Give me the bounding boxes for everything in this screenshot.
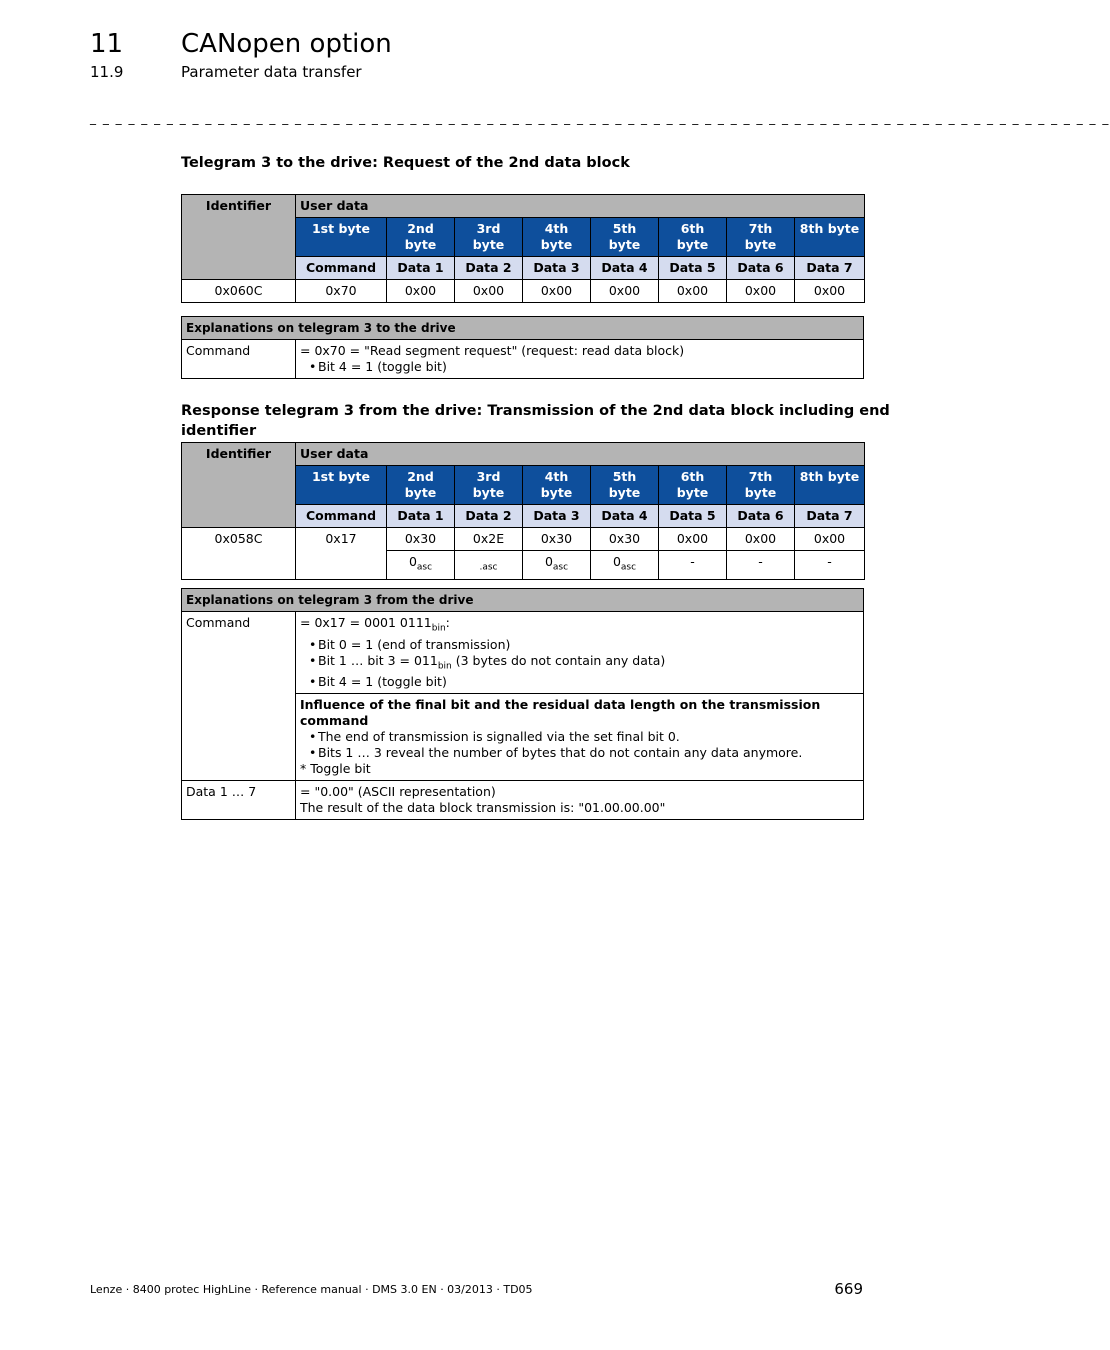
table-row (182, 340, 864, 379)
telegram3-response-explanations (181, 588, 864, 820)
field-header: Command (296, 257, 387, 280)
explanation-term: Command (182, 612, 296, 781)
ascii-value: $0_{asc}$ (591, 551, 659, 580)
byte-value: 0x00 (455, 280, 523, 303)
section-title: Parameter data transfer (181, 63, 362, 81)
page-number: 669 (834, 1280, 863, 1298)
byte-header: 6th byte (659, 466, 727, 505)
explanation-term: Command (182, 340, 296, 379)
byte-value: 0x00 (523, 280, 591, 303)
field-header: Data 2 (455, 257, 523, 280)
byte-value: 0x00 (659, 528, 727, 551)
byte-value: 0x00 (727, 280, 795, 303)
explanation-line: = 0x17 = 0001 $0111_{bin}$: (300, 615, 450, 634)
byte-header: 4th byte (523, 466, 591, 505)
byte-header: 7th byte (727, 466, 795, 505)
explanation-line: The result of the data block transmission is: "01.00.00.00" (300, 800, 666, 815)
chapter-number: 11 (90, 29, 124, 59)
byte-header: 1st byte (296, 218, 387, 257)
telegram3-request-heading: Telegram 3 to the drive: Request of the 2nd data block (181, 155, 630, 171)
field-header: Data 2 (455, 505, 523, 528)
table-row (182, 612, 864, 694)
bullet-list (300, 359, 859, 375)
byte-header: 3rd byte (455, 218, 523, 257)
byte-value: 0x17 (296, 528, 387, 580)
byte-value: 0x70 (296, 280, 387, 303)
byte-header: 6th byte (659, 218, 727, 257)
list-item: • Bits 1 … 3 reveal the number of bytes that do not contain any data anymore. (318, 745, 859, 761)
explanation-text (296, 694, 864, 781)
telegram3-response-table (181, 442, 865, 580)
table-row (182, 280, 865, 303)
list-item: • Bit 1 … bit $3 = 011_{bin}$ (3 bytes do not contain any data) (318, 653, 859, 675)
bullet-list (300, 729, 859, 761)
byte-value: 0x00 (591, 280, 659, 303)
explanation-term: Data 1 … 7 (182, 781, 296, 820)
byte-value: 0x2E (455, 528, 523, 551)
byte-value: 0x00 (795, 528, 865, 551)
identifier-header: Identifier (182, 443, 296, 528)
identifier-value: 0x058C (182, 528, 296, 580)
explanations-header: Explanations on telegram 3 from the drive (182, 589, 864, 612)
table-row (182, 781, 864, 820)
field-header: Data 6 (727, 257, 795, 280)
identifier-value: 0x060C (182, 280, 296, 303)
ascii-value: $0_{asc}$ (387, 551, 455, 580)
byte-header: 1st byte (296, 466, 387, 505)
field-header: Data 5 (659, 257, 727, 280)
influence-title: Influence of the final bit and the residual data length on the transmission command (300, 697, 821, 728)
bullet-list (300, 637, 859, 691)
explanation-text (296, 340, 864, 379)
user-data-header: User data (296, 443, 865, 466)
byte-header: 8th byte (795, 466, 865, 505)
field-header: Data 4 (591, 505, 659, 528)
toggle-note: * Toggle bit (300, 761, 371, 776)
footer-text: Lenze · 8400 protec HighLine · Reference manual · DMS 3.0 EN · 03/2013 · TD05 (90, 1283, 533, 1296)
explanation-text (296, 612, 864, 694)
field-header: Data 1 (387, 257, 455, 280)
byte-header: 4th byte (523, 218, 591, 257)
field-header: Data 6 (727, 505, 795, 528)
list-item: • Bit 4 = 1 (toggle bit) (318, 359, 859, 375)
byte-header: 8th byte (795, 218, 865, 257)
header-rule: _ _ _ _ _ _ _ _ _ _ _ _ _ _ _ _ _ _ _ _ _ _ _ _ _ _ _ _ _ _ _ _ _ _ _ _ _ _ _ _ _ _ _ _ _ _ _ _ _ _ _ _ _ _ _ _ _ _ _ _ _ _ _ _ _ _ _ _ _ _ _ _ _ _ _ _ _ _ _ _ (90, 111, 1110, 125)
table-row (182, 528, 865, 551)
chapter-title: CANopen option (181, 29, 392, 59)
telegram3-request-explanations (181, 316, 864, 379)
user-data-header: User data (296, 195, 865, 218)
ascii-value: $0_{asc}$ (523, 551, 591, 580)
byte-value: 0x00 (727, 528, 795, 551)
byte-value: 0x00 (659, 280, 727, 303)
ascii-value: .asc (455, 551, 523, 580)
identifier-header: Identifier (182, 195, 296, 280)
byte-value: 0x00 (387, 280, 455, 303)
field-header: Data 5 (659, 505, 727, 528)
field-header: Data 4 (591, 257, 659, 280)
field-header: Command (296, 505, 387, 528)
field-header: Data 3 (523, 257, 591, 280)
byte-value: 0x30 (523, 528, 591, 551)
field-header: Data 3 (523, 505, 591, 528)
byte-value: 0x30 (387, 528, 455, 551)
byte-header: 5th byte (591, 466, 659, 505)
ascii-value: - (659, 551, 727, 580)
field-header: Data 1 (387, 505, 455, 528)
byte-header: 3rd byte (455, 466, 523, 505)
byte-header: 7th byte (727, 218, 795, 257)
field-header: Data 7 (795, 505, 865, 528)
explanation-line: = "0.00" (ASCII representation) (300, 784, 496, 799)
list-item: • Bit 0 = 1 (end of transmission) (318, 637, 859, 653)
field-header: Data 7 (795, 257, 865, 280)
list-item: • Bit 4 = 1 (toggle bit) (318, 674, 859, 690)
byte-value: 0x00 (795, 280, 865, 303)
ascii-value: - (795, 551, 865, 580)
explanations-header: Explanations on telegram 3 to the drive (182, 317, 864, 340)
byte-value: 0x30 (591, 528, 659, 551)
ascii-value: - (727, 551, 795, 580)
section-number: 11.9 (90, 63, 124, 81)
byte-header: 5th byte (591, 218, 659, 257)
byte-header: 2nd byte (387, 466, 455, 505)
telegram3-request-table (181, 194, 865, 303)
telegram3-response-heading: Response telegram 3 from the drive: Transmission of the 2nd data block including end identifier (181, 403, 890, 439)
explanation-text (296, 781, 864, 820)
explanation-line: = 0x70 = "Read segment request" (request: read data block) (300, 343, 685, 358)
list-item: • The end of transmission is signalled via the set final bit 0. (318, 729, 859, 745)
byte-header: 2nd byte (387, 218, 455, 257)
